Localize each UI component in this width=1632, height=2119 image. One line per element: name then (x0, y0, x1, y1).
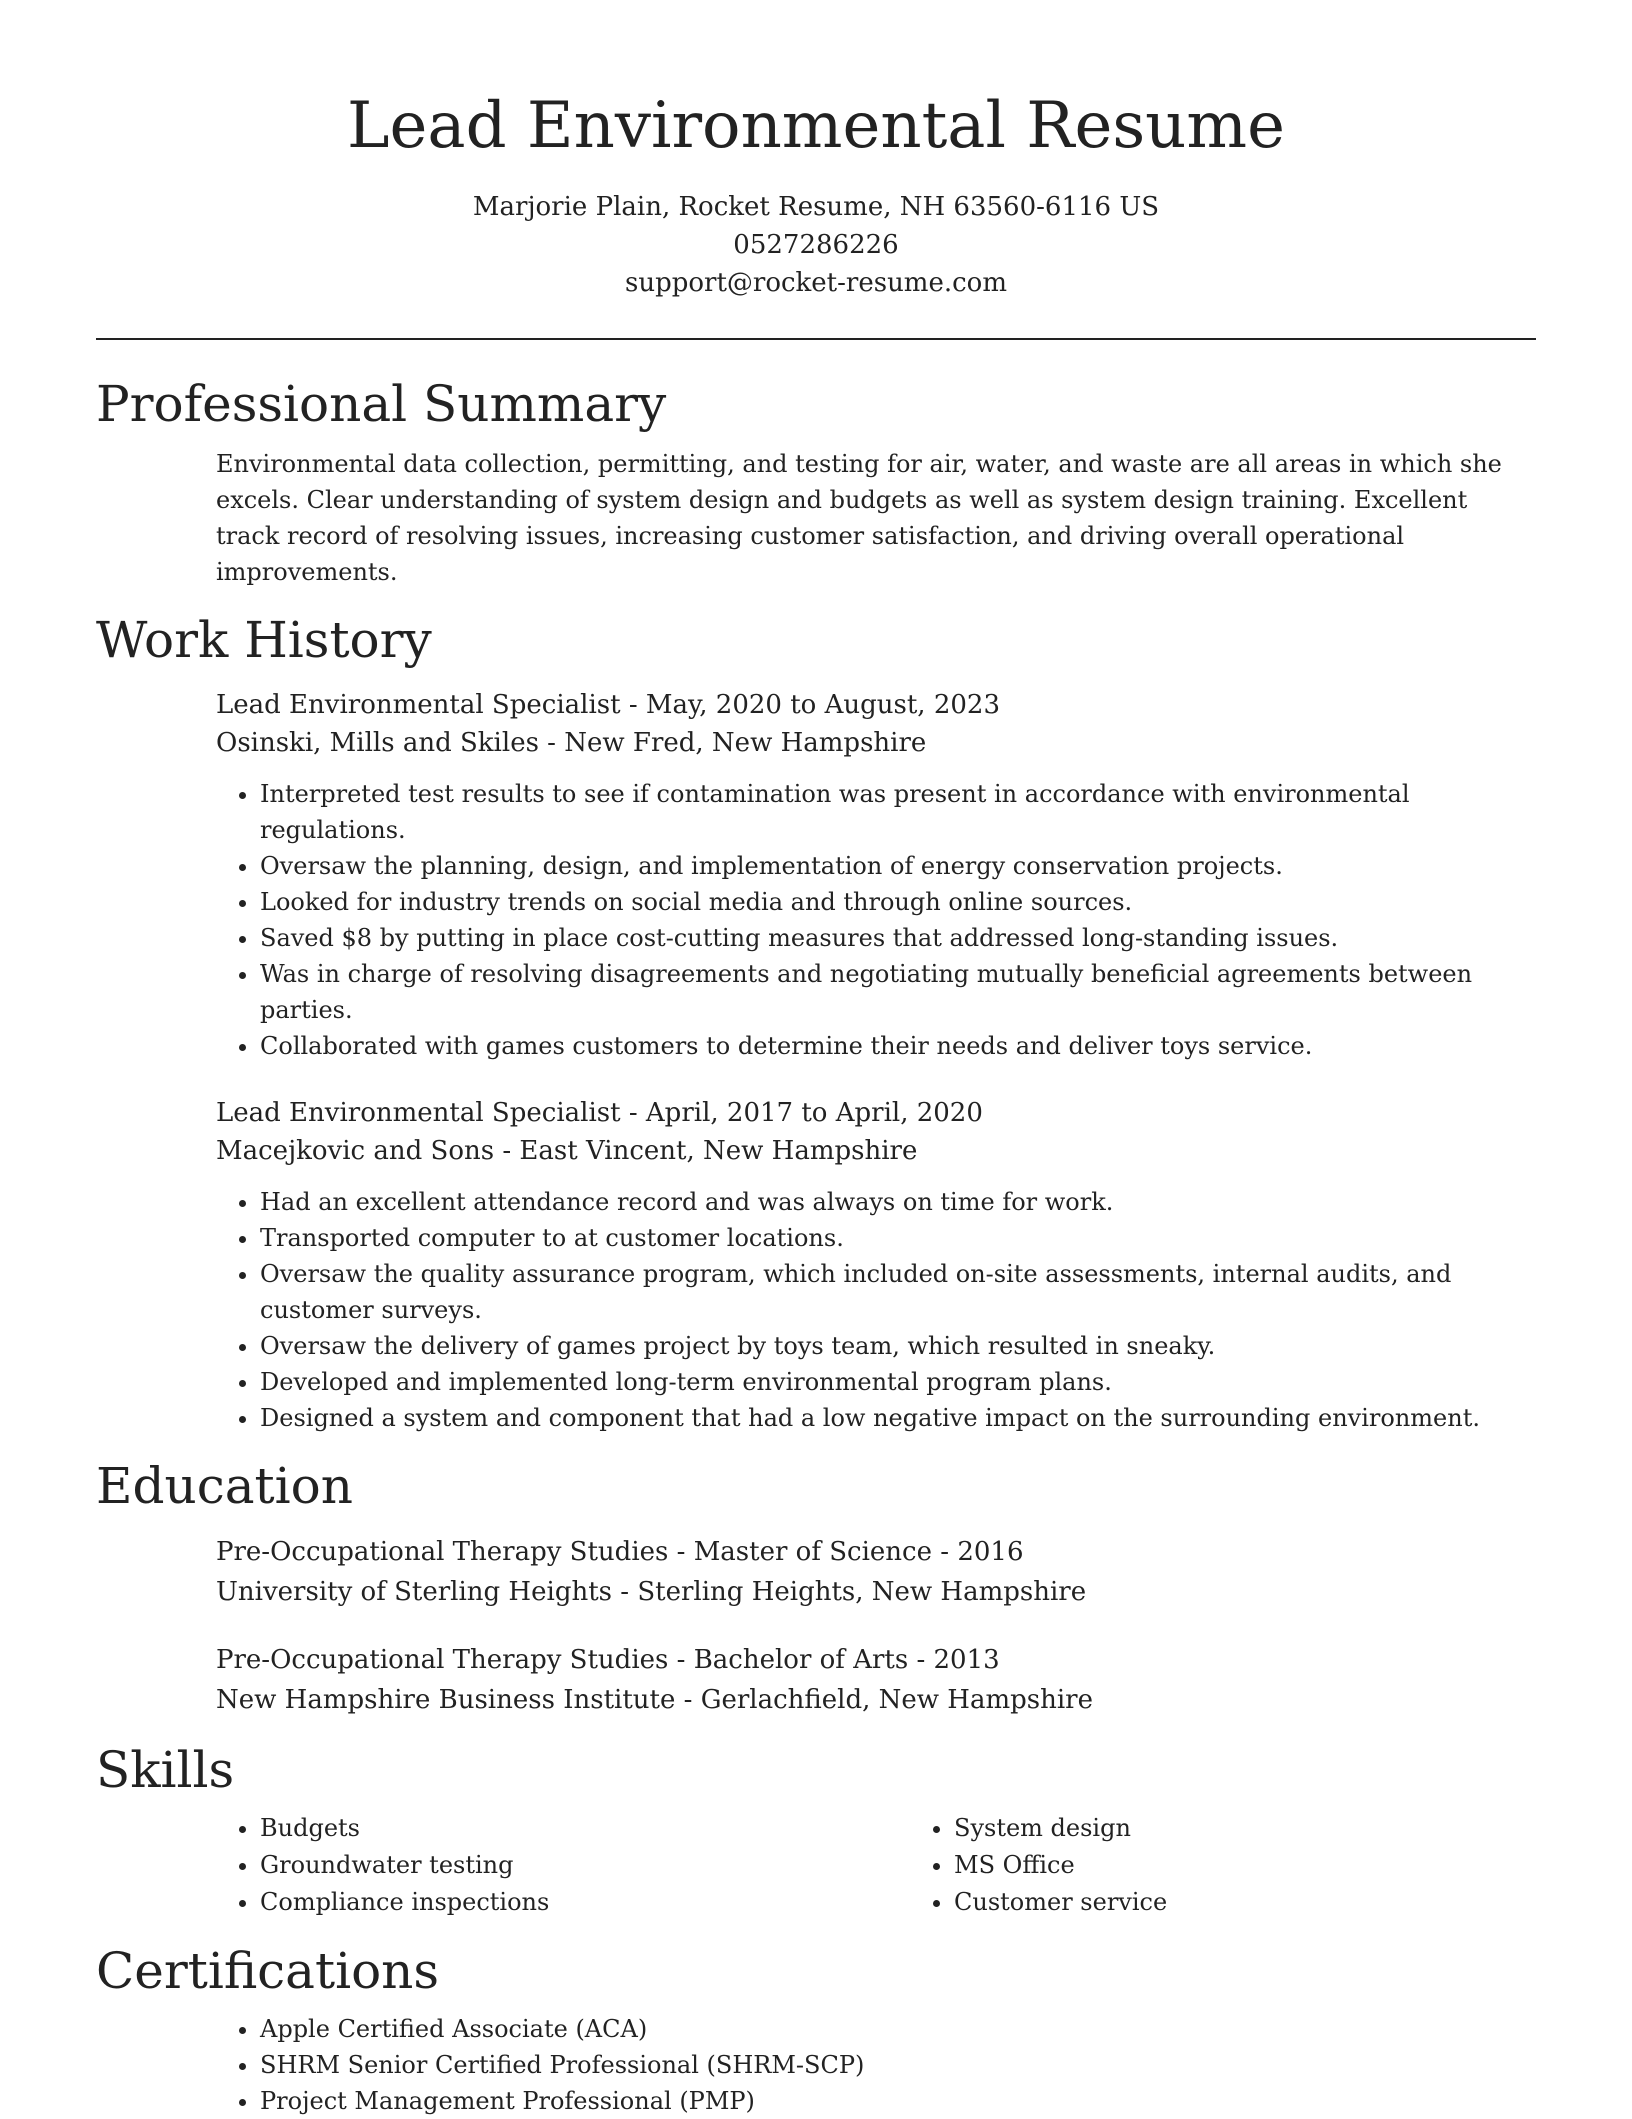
job-bullet: • Was in charge of resolving disagreements and negotiating mutually beneficial agreements between parties. (260, 956, 1536, 1028)
separator: - (908, 1645, 934, 1675)
summary-section (96, 372, 1536, 590)
job-bullets (216, 1184, 1536, 1436)
education-year: 2016 (957, 1537, 1024, 1567)
skill-item: • Groundwater testing (260, 1847, 910, 1884)
job-entry (96, 686, 1536, 1064)
job-bullet: • Oversaw the delivery of games project by toys team, which resulted in sneaky. (260, 1328, 1536, 1364)
contact-phone: 0527286226 (733, 230, 899, 260)
job-bullet: • Developed and implemented long-term environmental program plans. (260, 1364, 1536, 1400)
contact-address: Marjorie Plain, Rocket Resume, NH 63560-6116 US (472, 192, 1160, 222)
resume-title: Lead Environmental Resume (347, 89, 1285, 163)
skills-section (96, 1738, 1536, 1921)
contact-email: support@rocket-resume.com (624, 268, 1007, 298)
education-entry (96, 1532, 1536, 1612)
skill-item: • MS Office (954, 1847, 1604, 1884)
job-title: Lead Environmental Specialist (216, 1098, 621, 1128)
header-divider (96, 338, 1536, 340)
education-school: University of Sterling Heights (216, 1577, 612, 1607)
certification-item: • SHRM Senior Certified Professional (SHRM-SCP) (260, 2047, 1536, 2083)
job-bullet: • Interpreted test results to see if contamination was present in accordance with environmental regulations. (260, 776, 1536, 848)
education-heading: Education (96, 1457, 353, 1515)
job-bullet: • Designed a system and component that had a low negative impact on the surrounding environment. (260, 1400, 1536, 1436)
skills-columns (96, 1810, 1536, 1921)
education-degree-line (216, 1640, 1536, 1680)
job-bullet: • Saved $8 by putting in place cost-cutting measures that addressed long-standing issues. (260, 920, 1536, 956)
job-bullet: • Transported computer to at customer locations. (260, 1220, 1536, 1256)
job-company-line (216, 724, 1536, 762)
education-degree-line (216, 1532, 1536, 1572)
education-location: Sterling Heights, New Hampshire (637, 1577, 1087, 1607)
job-entry (96, 1094, 1536, 1436)
skills-heading: Skills (96, 1741, 235, 1799)
certification-item: • Project Management Professional (PMP) (260, 2083, 1536, 2119)
education-degree: Bachelor of Arts (693, 1645, 909, 1675)
skill-item: • Customer service (954, 1884, 1604, 1921)
separator: - (675, 1685, 701, 1715)
education-school-line (216, 1680, 1536, 1720)
summary-heading: Professional Summary (96, 375, 667, 433)
job-bullet: • Oversaw the planning, design, and implementation of energy conservation projects. (260, 848, 1536, 884)
job-dates: May, 2020 to August, 2023 (645, 690, 1000, 720)
separator: - (668, 1537, 694, 1567)
education-field: Pre-Occupational Therapy Studies (216, 1537, 669, 1567)
separator: - (494, 1136, 520, 1166)
job-title-line (216, 1094, 1536, 1132)
education-field: Pre-Occupational Therapy Studies (216, 1645, 669, 1675)
certification-item: • Apple Certified Associate (ACA) (260, 2011, 1536, 2047)
skill-item: • Compliance inspections (260, 1884, 910, 1921)
skill-item: • Budgets (260, 1810, 910, 1847)
certifications-section (96, 1939, 1536, 2119)
education-degree: Master of Science (693, 1537, 932, 1567)
education-school: New Hampshire Business Institute (216, 1685, 676, 1715)
certifications-list (216, 2011, 1536, 2119)
job-bullets (216, 776, 1536, 1064)
education-school-line (216, 1572, 1536, 1612)
job-bullet: • Oversaw the quality assurance program, which included on-site assessments, internal audits, and customer surveys. (260, 1256, 1536, 1328)
work-history-section (96, 608, 1536, 1436)
skills-list-right (910, 1810, 1604, 1921)
job-location: East Vincent, New Hampshire (519, 1136, 918, 1166)
job-title: Lead Environmental Specialist (216, 690, 621, 720)
separator: - (668, 1645, 694, 1675)
job-company-line (216, 1132, 1536, 1170)
job-title-line (216, 686, 1536, 724)
education-entry (96, 1640, 1536, 1720)
job-bullet: • Collaborated with games customers to determine their needs and deliver toys service. (260, 1028, 1536, 1064)
job-company: Osinski, Mills and Skiles (216, 728, 539, 758)
work-history-heading: Work History (96, 611, 432, 669)
job-location: New Fred, New Hampshire (564, 728, 927, 758)
certifications-heading: Certifications (96, 1942, 440, 2000)
separator: - (620, 690, 646, 720)
separator: - (932, 1537, 958, 1567)
separator: - (612, 1577, 638, 1607)
job-bullet: • Looked for industry trends on social media and through online sources. (260, 884, 1536, 920)
skills-list-left (216, 1810, 910, 1921)
contact-block (96, 188, 1536, 302)
education-year: 2013 (933, 1645, 1000, 1675)
separator: - (538, 728, 565, 758)
summary-text: Environmental data collection, permitting, and testing for air, water, and waste are all areas in which she excels. Clear understanding of system design and budgets as well as system design training. Excellent track record of resolving issues, increasing customer satisfaction, and driving overall operational improvements. (216, 450, 1502, 586)
job-dates: April, 2017 to April, 2020 (645, 1098, 983, 1128)
separator: - (620, 1098, 646, 1128)
job-bullet: • Had an excellent attendance record and was always on time for work. (260, 1184, 1536, 1220)
job-company: Macejkovic and Sons (216, 1136, 495, 1166)
education-section (96, 1454, 1536, 1720)
skill-item: • System design (954, 1810, 1604, 1847)
education-location: Gerlachfield, New Hampshire (700, 1685, 1093, 1715)
resume-header (96, 0, 1536, 302)
